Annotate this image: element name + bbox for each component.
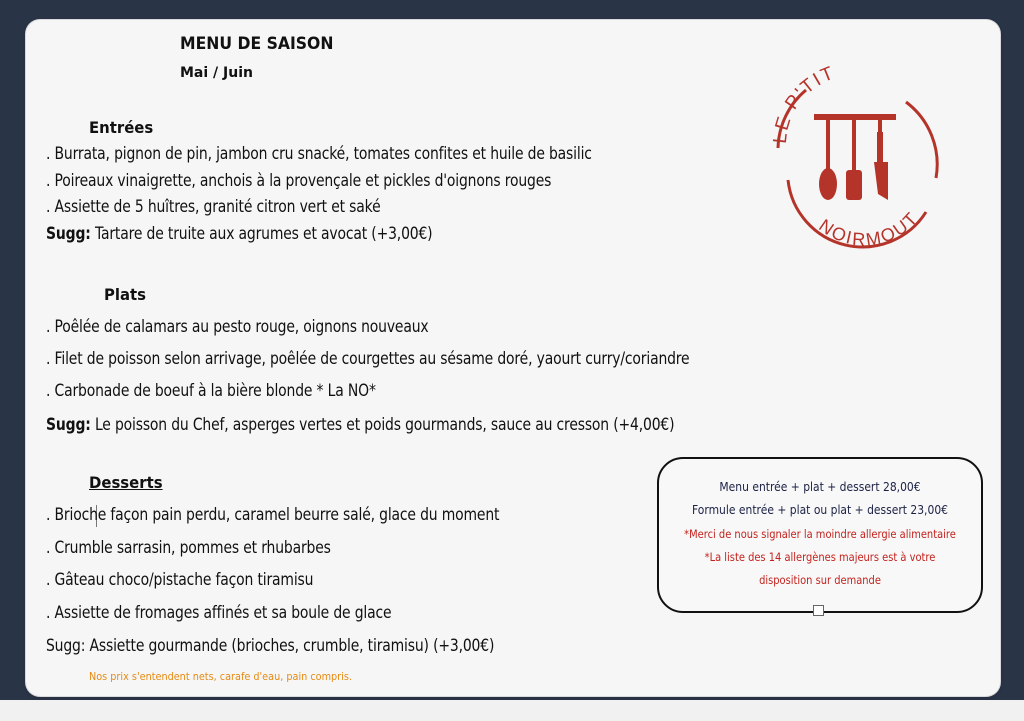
logo-bottom-text: NOIRMOUT — [815, 207, 923, 250]
menu-period: Mai / Juin — [180, 65, 253, 81]
plat-item-3: . Carbonade de boeuf à la bière blonde * La NO* — [46, 381, 376, 401]
allergy-note-line-2: *La liste des 14 allergènes majeurs est à votre — [704, 550, 936, 564]
plat-suggestion — [46, 417, 674, 434]
dessert-item-1: . Brioche façon pain perdu, caramel beurre salé, glace du moment — [46, 505, 500, 525]
sugg-label: Sugg: — [46, 415, 91, 435]
plat-item-1: . Poêlée de calamars au pesto rouge, oignons nouveaux — [46, 317, 429, 337]
entree-item-2: . Poireaux vinaigrette, anchois à la provençale et pickles d'oignons rouges — [46, 171, 552, 191]
page-bottom-edge — [0, 700, 1024, 721]
formula-box[interactable] — [657, 457, 983, 613]
menu-title: MENU DE SAISON — [180, 34, 334, 54]
dessert-item-3: . Gâteau choco/pistache façon tiramisu — [46, 570, 314, 590]
dessert-item-4: . Assiette de fromages affinés et sa boule de glace — [46, 603, 392, 623]
entree-suggestion — [46, 226, 432, 243]
section-title-plats: Plats — [104, 285, 147, 304]
section-title-entrees: Entrées — [89, 118, 154, 137]
allergy-note-line-1: *Merci de nous signaler la moindre allergie alimentaire — [684, 527, 956, 541]
plat-item-2: . Filet de poisson selon arrivage, poêlée de courgettes au sésame doré, yaourt curry/coriandre — [46, 349, 690, 369]
formula-formule-line: Formule entrée + plat ou plat + dessert 23,00€ — [691, 502, 949, 517]
sugg-label: Sugg: — [46, 224, 91, 244]
sugg-text: Tartare de truite aux agrumes et avocat (+3,00€) — [90, 224, 433, 244]
sugg-text: Le poisson du Chef, asperges vertes et poids gourmands, sauce au cresson (+4,00€) — [90, 415, 675, 435]
dessert-item-2: . Crumble sarrasin, pommes et rhubarbes — [46, 538, 331, 558]
entree-item-1: . Burrata, pignon de pin, jambon cru snacké, tomates confites et huile de basilic — [46, 144, 592, 164]
resize-handle[interactable] — [813, 605, 824, 616]
entree-item-3: . Assiette de 5 huîtres, granité citron vert et saké — [46, 197, 381, 217]
restaurant-logo — [766, 62, 946, 252]
allergy-note-line-3: disposition sur demande — [759, 573, 881, 587]
prices-note: Nos prix s'entendent nets, carafe d'eau, pain compris. — [89, 670, 352, 683]
formula-menu-line: Menu entrée + plat + dessert 28,00€ — [719, 479, 921, 494]
section-title-desserts: Desserts — [89, 473, 163, 492]
dessert-suggestion: Sugg: Assiette gourmande (brioches, crumble, tiramisu) (+3,00€) — [46, 636, 495, 656]
kitchen-utensils-icon — [814, 114, 896, 200]
svg-text:NOIRMOUT — [815, 208, 922, 250]
logo-top-text: LE P'TIT — [769, 62, 839, 145]
